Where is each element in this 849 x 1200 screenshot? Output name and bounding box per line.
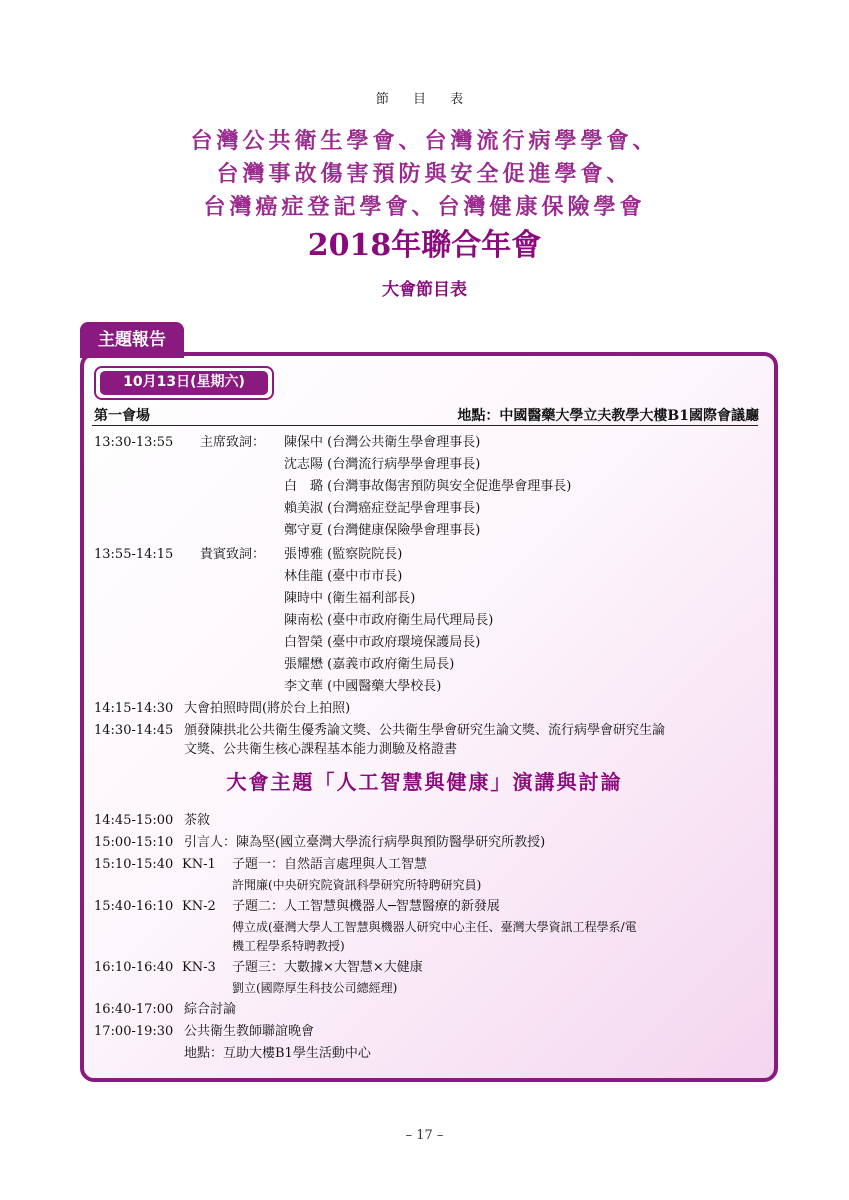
time-kn2: 15:40-16:10	[94, 899, 174, 914]
date-badge	[94, 366, 274, 400]
label-opening: 主席致詞：	[200, 435, 266, 450]
opening-name-3: 白 璐 (台灣事故傷害預防與安全促進學會理事長)	[284, 479, 572, 494]
time-kn1: 15:10-15:40	[94, 857, 174, 872]
speaker-kn2-1: 傅立成(臺灣大學人工智慧與機器人研究中心主任、臺灣大學資訊工程學系/電	[232, 920, 637, 934]
time-guests: 13:55-14:15	[94, 547, 174, 562]
awards-text-1: 頒發陳拱北公共衛生優秀論文獎、公共衛生學會研究生論文獎、流行病學會研究生論	[184, 723, 666, 738]
discussion-text: 綜合討論	[184, 1002, 237, 1017]
speaker-kn3: 劉立(國際厚生科技公司總經理)	[232, 981, 398, 995]
page-header-label: 節 目 表	[375, 92, 474, 107]
opening-name-1: 陳保中 (台灣公共衛生學會理事長)	[284, 435, 481, 450]
time-photo: 14:15-14:30	[94, 701, 174, 716]
time-dinner: 17:00-19:30	[94, 1024, 174, 1039]
guest-name-5: 白智榮 (臺中市政府環境保護局長)	[284, 635, 481, 650]
speaker-kn1: 許聞廉(中央研究院資訊科學研究所特聘研究員)	[232, 878, 482, 892]
label-guests: 貴賓致詞：	[200, 547, 266, 562]
org-line-3: 台灣癌症登記學會、台灣健康保險學會	[203, 195, 646, 220]
guest-name-3: 陳時中 (衛生福利部長)	[284, 591, 416, 606]
dinner-text: 公共衛生教師聯誼晚會	[184, 1024, 315, 1039]
main-title: 2018年聯合年會	[307, 228, 542, 263]
dinner-place: 地點：互助大樓B1學生活動中心	[184, 1046, 371, 1061]
opening-name-2: 沈志陽 (台灣流行病學學會理事長)	[284, 457, 481, 472]
org-line-1: 台灣公共衛生學會、台灣流行病學學會、	[190, 129, 659, 154]
opening-name-4: 賴美淑 (台灣癌症登記學會理事長)	[284, 501, 481, 516]
guest-name-6: 張耀懋 (嘉義市政府衛生局長)	[284, 657, 455, 672]
divider	[92, 425, 758, 426]
opening-name-5: 鄭守夏 (台灣健康保險學會理事長)	[284, 523, 481, 538]
time-opening: 13:30-13:55	[94, 435, 174, 450]
code-kn2: KN-2	[182, 899, 216, 914]
topic-kn2: 子題二：人工智慧與機器人─智慧醫療的新發展	[232, 899, 500, 914]
guest-name-2: 林佳龍 (臺中市市長)	[284, 569, 403, 584]
page-number: – 17 –	[405, 1128, 444, 1143]
org-line-2: 台灣事故傷害預防與安全促進學會、	[216, 162, 633, 187]
tea-text: 茶敘	[184, 813, 211, 828]
topic-kn3: 子題三：大數據×大智慧×大健康	[232, 960, 423, 975]
time-kn3: 16:10-16:40	[94, 960, 174, 975]
photo-text: 大會拍照時間(將於台上拍照)	[184, 701, 351, 716]
time-intro: 15:00-15:10	[94, 835, 174, 850]
section-tab: 主題報告	[80, 322, 184, 358]
sub-title: 大會節目表	[382, 280, 467, 300]
code-kn1: KN-1	[182, 857, 216, 872]
date-label: 10月13日(星期六)	[100, 371, 268, 395]
awards-text-2: 文獎、公共衛生核心課程基本能力測驗及格證書	[184, 742, 458, 757]
code-kn3: KN-3	[182, 960, 216, 975]
time-awards: 14:30-14:45	[94, 723, 174, 738]
speaker-kn2-2: 機工程學系特聘教授)	[232, 939, 345, 953]
theme-heading: 大會主題「人工智慧與健康」演講與討論	[226, 770, 623, 794]
topic-kn1: 子題一：自然語言處理與人工智慧	[232, 857, 428, 872]
guest-name-4: 陳南松 (臺中市政府衛生局代理局長)	[284, 613, 494, 628]
guest-name-1: 張博雅 (監察院院長)	[284, 547, 403, 562]
guest-name-7: 李文華 (中國醫藥大學校長)	[284, 679, 442, 694]
intro-text: 引言人：陳為堅(國立臺灣大學流行病學與預防醫學研究所教授)	[184, 835, 546, 850]
session-name: 第一會場	[94, 408, 150, 424]
time-tea: 14:45-15:00	[94, 813, 174, 828]
session-venue: 地點：中國醫藥大學立夫教學大樓B1國際會議廳	[457, 408, 759, 424]
time-discussion: 16:40-17:00	[94, 1002, 174, 1017]
